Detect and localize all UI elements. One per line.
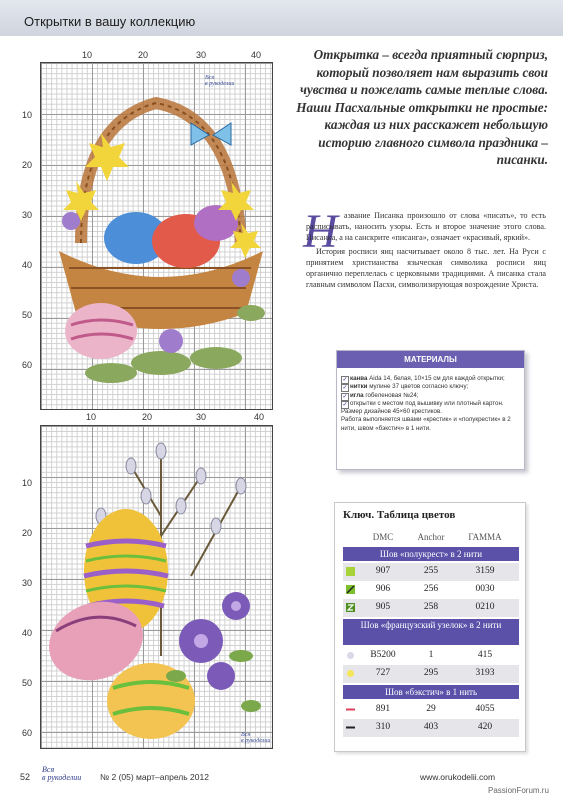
y-tick: 50: [22, 678, 33, 688]
color-key-title: Ключ. Таблица цветов: [343, 509, 456, 521]
materials-list: [341, 375, 521, 433]
drop-cap: Н: [303, 205, 338, 258]
section-band: Шов «полукрест» в 2 нити: [343, 547, 519, 561]
footer-brand-logo: Вся в рукоделии: [42, 765, 82, 782]
section-band: Шов «французский узелок» в 2 нити: [343, 619, 519, 645]
stitch-symbol-icon: [346, 585, 355, 594]
materials-item: ✓ нитки мулине 37 цветов согласно ключу;: [342, 383, 469, 392]
article-body: [306, 210, 546, 293]
brand-logo: Вся в рукоделии: [241, 732, 271, 744]
x-tick: 30: [196, 412, 207, 422]
y-tick: 20: [22, 528, 33, 538]
grid-top: [40, 62, 273, 410]
x-tick: 10: [86, 412, 97, 422]
watermark: PassionForum.ru: [488, 786, 549, 795]
y-tick: 10: [22, 110, 33, 120]
y-tick: 40: [22, 628, 33, 638]
check-icon: ✓: [342, 385, 348, 392]
table-row: 891 29 4055: [343, 701, 519, 719]
materials-title: МАТЕРИАЛЫ: [337, 351, 524, 368]
y-tick: 20: [22, 160, 33, 170]
intro-text: Открытка – всегда приятный сюрприз, который позволяет нам выразить свои чувства и пожелать самые теплые слова. Наши Пасхальные открытки не простые: каждая из них расскажет небольшую историю главного символа праздника – писанки.: [296, 47, 548, 167]
backstitch-line-icon: [346, 705, 355, 714]
stitch-symbol-icon: [346, 567, 355, 576]
backstitch-line-icon: [346, 723, 355, 732]
y-tick: 30: [22, 210, 33, 220]
table-row: 905 258 0210: [343, 599, 519, 617]
grid-bottom: [40, 425, 273, 749]
table-row: 727 295 3193: [343, 665, 519, 683]
page-footer: [0, 765, 563, 800]
materials-box: [336, 350, 525, 470]
x-tick: 40: [251, 50, 262, 60]
y-tick: 60: [22, 360, 33, 370]
easter-basket-pattern: [41, 63, 272, 409]
x-tick: 20: [138, 50, 149, 60]
stitch-symbol-icon: [346, 603, 355, 612]
article-paragraph: История росписи яиц насчитывает около 8 тыс. лет. На Руси с принятием христианства языческая символика росписи яиц органично переплелась с церковными традициями. А писанка стала главным символом Пасхи, символизирующая возрождение Христа.: [306, 247, 546, 289]
check-icon: ✓: [342, 377, 348, 383]
table-header: DMC Anchor ГАММА: [372, 532, 502, 542]
easter-egg-pattern: [41, 426, 272, 748]
article-paragraph: азвание Писанка произошло от слова «писать», то есть расписывать, наносить узоры. Есть и второе значение этого слова. Писанка, а на санскрите «писанга», означает «красивый, яркий».: [306, 211, 546, 242]
section-band: Шов «бэкстич» в 1 нить: [343, 685, 519, 699]
site-url: www.orukodelii.com: [420, 772, 496, 782]
table-row: B5200 1 415: [343, 647, 519, 665]
table-row: 906 256 0030: [343, 581, 519, 599]
french-knot-icon: [346, 669, 355, 678]
materials-item: ✓ открытки с местом под вышивку или плотный картон.: [342, 399, 504, 408]
x-tick: 40: [254, 412, 265, 422]
y-tick: 60: [22, 728, 33, 738]
page-number: 52: [20, 772, 31, 782]
section-title: Открытки в вашу коллекцию: [24, 14, 196, 29]
y-tick: 50: [22, 310, 33, 320]
table-row: 907 255 3159: [343, 563, 519, 581]
table-row: 310 403 420: [343, 719, 519, 737]
x-tick: 30: [196, 50, 207, 60]
x-tick: 20: [142, 412, 153, 422]
x-tick: 10: [82, 50, 93, 60]
brand-logo: Вся в рукоделии: [205, 75, 235, 87]
french-knot-icon: [346, 651, 355, 660]
y-tick: 10: [22, 478, 33, 488]
issue-info: № 2 (05) март–апрель 2012: [100, 772, 209, 782]
check-icon: ✓: [342, 393, 348, 400]
materials-note: Работа выполняется швами «крестик» и «полукрестик» в 2 нити, швом «бэкстич» в 1 нити.: [341, 416, 511, 432]
materials-item: ✓ игла гобеленовая №24;: [342, 391, 419, 400]
y-tick: 30: [22, 578, 33, 588]
check-icon: ✓: [342, 401, 348, 408]
color-key-table: [334, 502, 526, 752]
materials-note: Размер дизайнов 45×60 крестиков.: [341, 408, 442, 416]
y-tick: 40: [22, 260, 33, 270]
materials-item: ✓ канва Aida 14, белая, 10×15 см для каждой открытки;: [342, 375, 505, 383]
